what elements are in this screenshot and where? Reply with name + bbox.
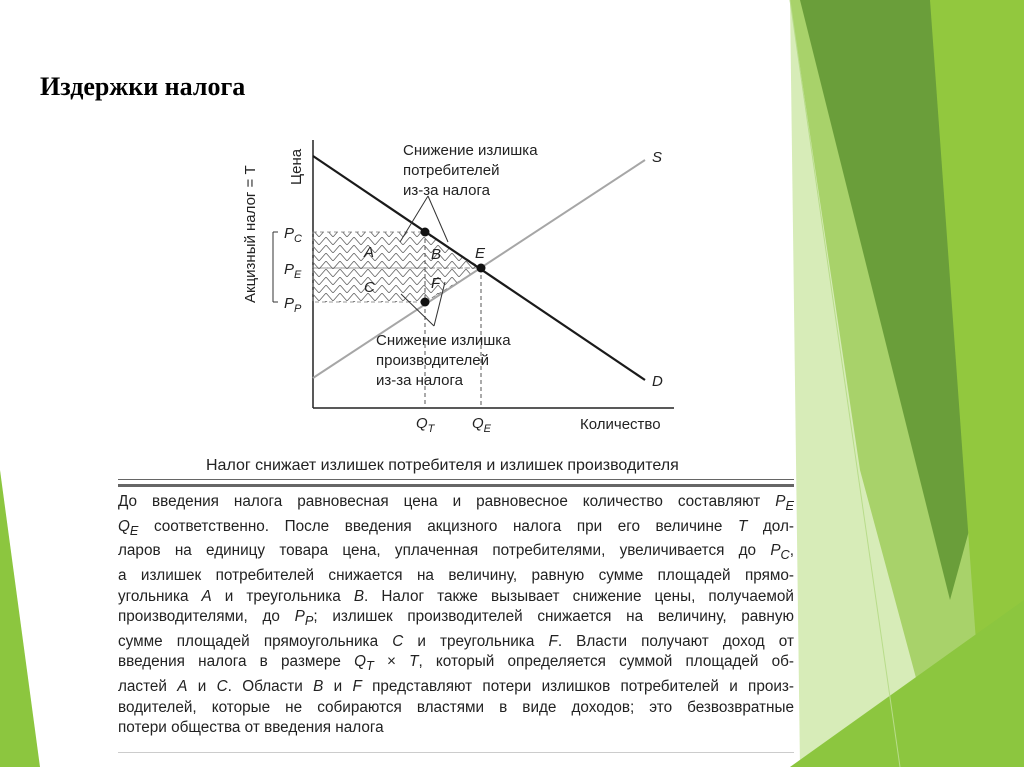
quantity-label-qt: $Q_T$	[416, 415, 435, 435]
body-line-4: а излишек потребителей снижается на величину, равную сумме площадей прямо-	[118, 566, 794, 584]
tax-surplus-chart	[200, 125, 690, 445]
body-line-7: сумме площадей прямоугольника C и треугольника F. Власти получают доход от	[118, 632, 794, 650]
region-c-label: C	[364, 279, 375, 296]
body-line-10: водителей, которые не собираются властями в виде доходов; это безвозвратные	[118, 698, 794, 716]
price-label-pe: $P_E$	[284, 261, 302, 281]
body-line-8: введения налога в размере $Q_T \times T$, который определяется суммой площадей об-	[118, 653, 795, 674]
demand-label: D	[652, 373, 663, 390]
body-line-3: ларов на единицу товара цена, уплаченная потребителями, увеличивается до $P_C$,	[118, 542, 794, 563]
equilibrium-label: E	[475, 245, 486, 262]
deco-strip-left	[0, 470, 40, 767]
pp-point	[421, 298, 430, 307]
body-line-9: ластей A и C. Области B и F представляют потери излишков потребителей и произ-	[118, 677, 794, 695]
body-line-6: производителями, до $P_P$; излишек производителей снижается на величину, равную	[118, 608, 794, 629]
body-line-2: $Q_E$ соответственно. После введения акцизного налога при его величине T дол-	[118, 517, 794, 538]
body-line-11: потери общества от введения налога	[118, 719, 384, 737]
region-f-label: F	[431, 275, 441, 292]
region-b-label: B	[431, 246, 442, 263]
price-label-pc: $P_C$	[284, 225, 302, 245]
y-axis-label: Цена	[288, 148, 305, 185]
equilibrium-point	[477, 264, 486, 273]
consumer-loss-note: Снижение излишка потребителей из-за налога	[403, 142, 538, 199]
x-axis-label: Количество	[580, 416, 661, 433]
supply-label: S	[652, 149, 663, 166]
caption-rule-thin	[118, 479, 794, 480]
figure-caption: Налог снижает излишек потребителя и излишек производителя	[206, 457, 679, 474]
price-label-pp: $P_P$	[284, 295, 302, 315]
body-line-5: угольника A и треугольника B. Налог также вызывает снижение цены, получаемой	[118, 587, 794, 605]
producer-loss-note: Снижение излишка производителей из-за налога	[376, 332, 511, 389]
body-line-1: До введения налога равновесная цена и равновесное количество составляют $P_E$	[118, 493, 794, 514]
slide-title: Издержки налога	[40, 72, 246, 101]
caption-rule-thick	[118, 484, 794, 487]
explanation-text	[118, 492, 794, 739]
bottom-rule	[118, 752, 794, 753]
tax-bracket-label: Акцизный налог = T	[242, 165, 259, 303]
pc-point	[421, 228, 430, 237]
quantity-label-qe: $Q_E$	[472, 415, 492, 435]
region-a-label: A	[364, 244, 375, 261]
